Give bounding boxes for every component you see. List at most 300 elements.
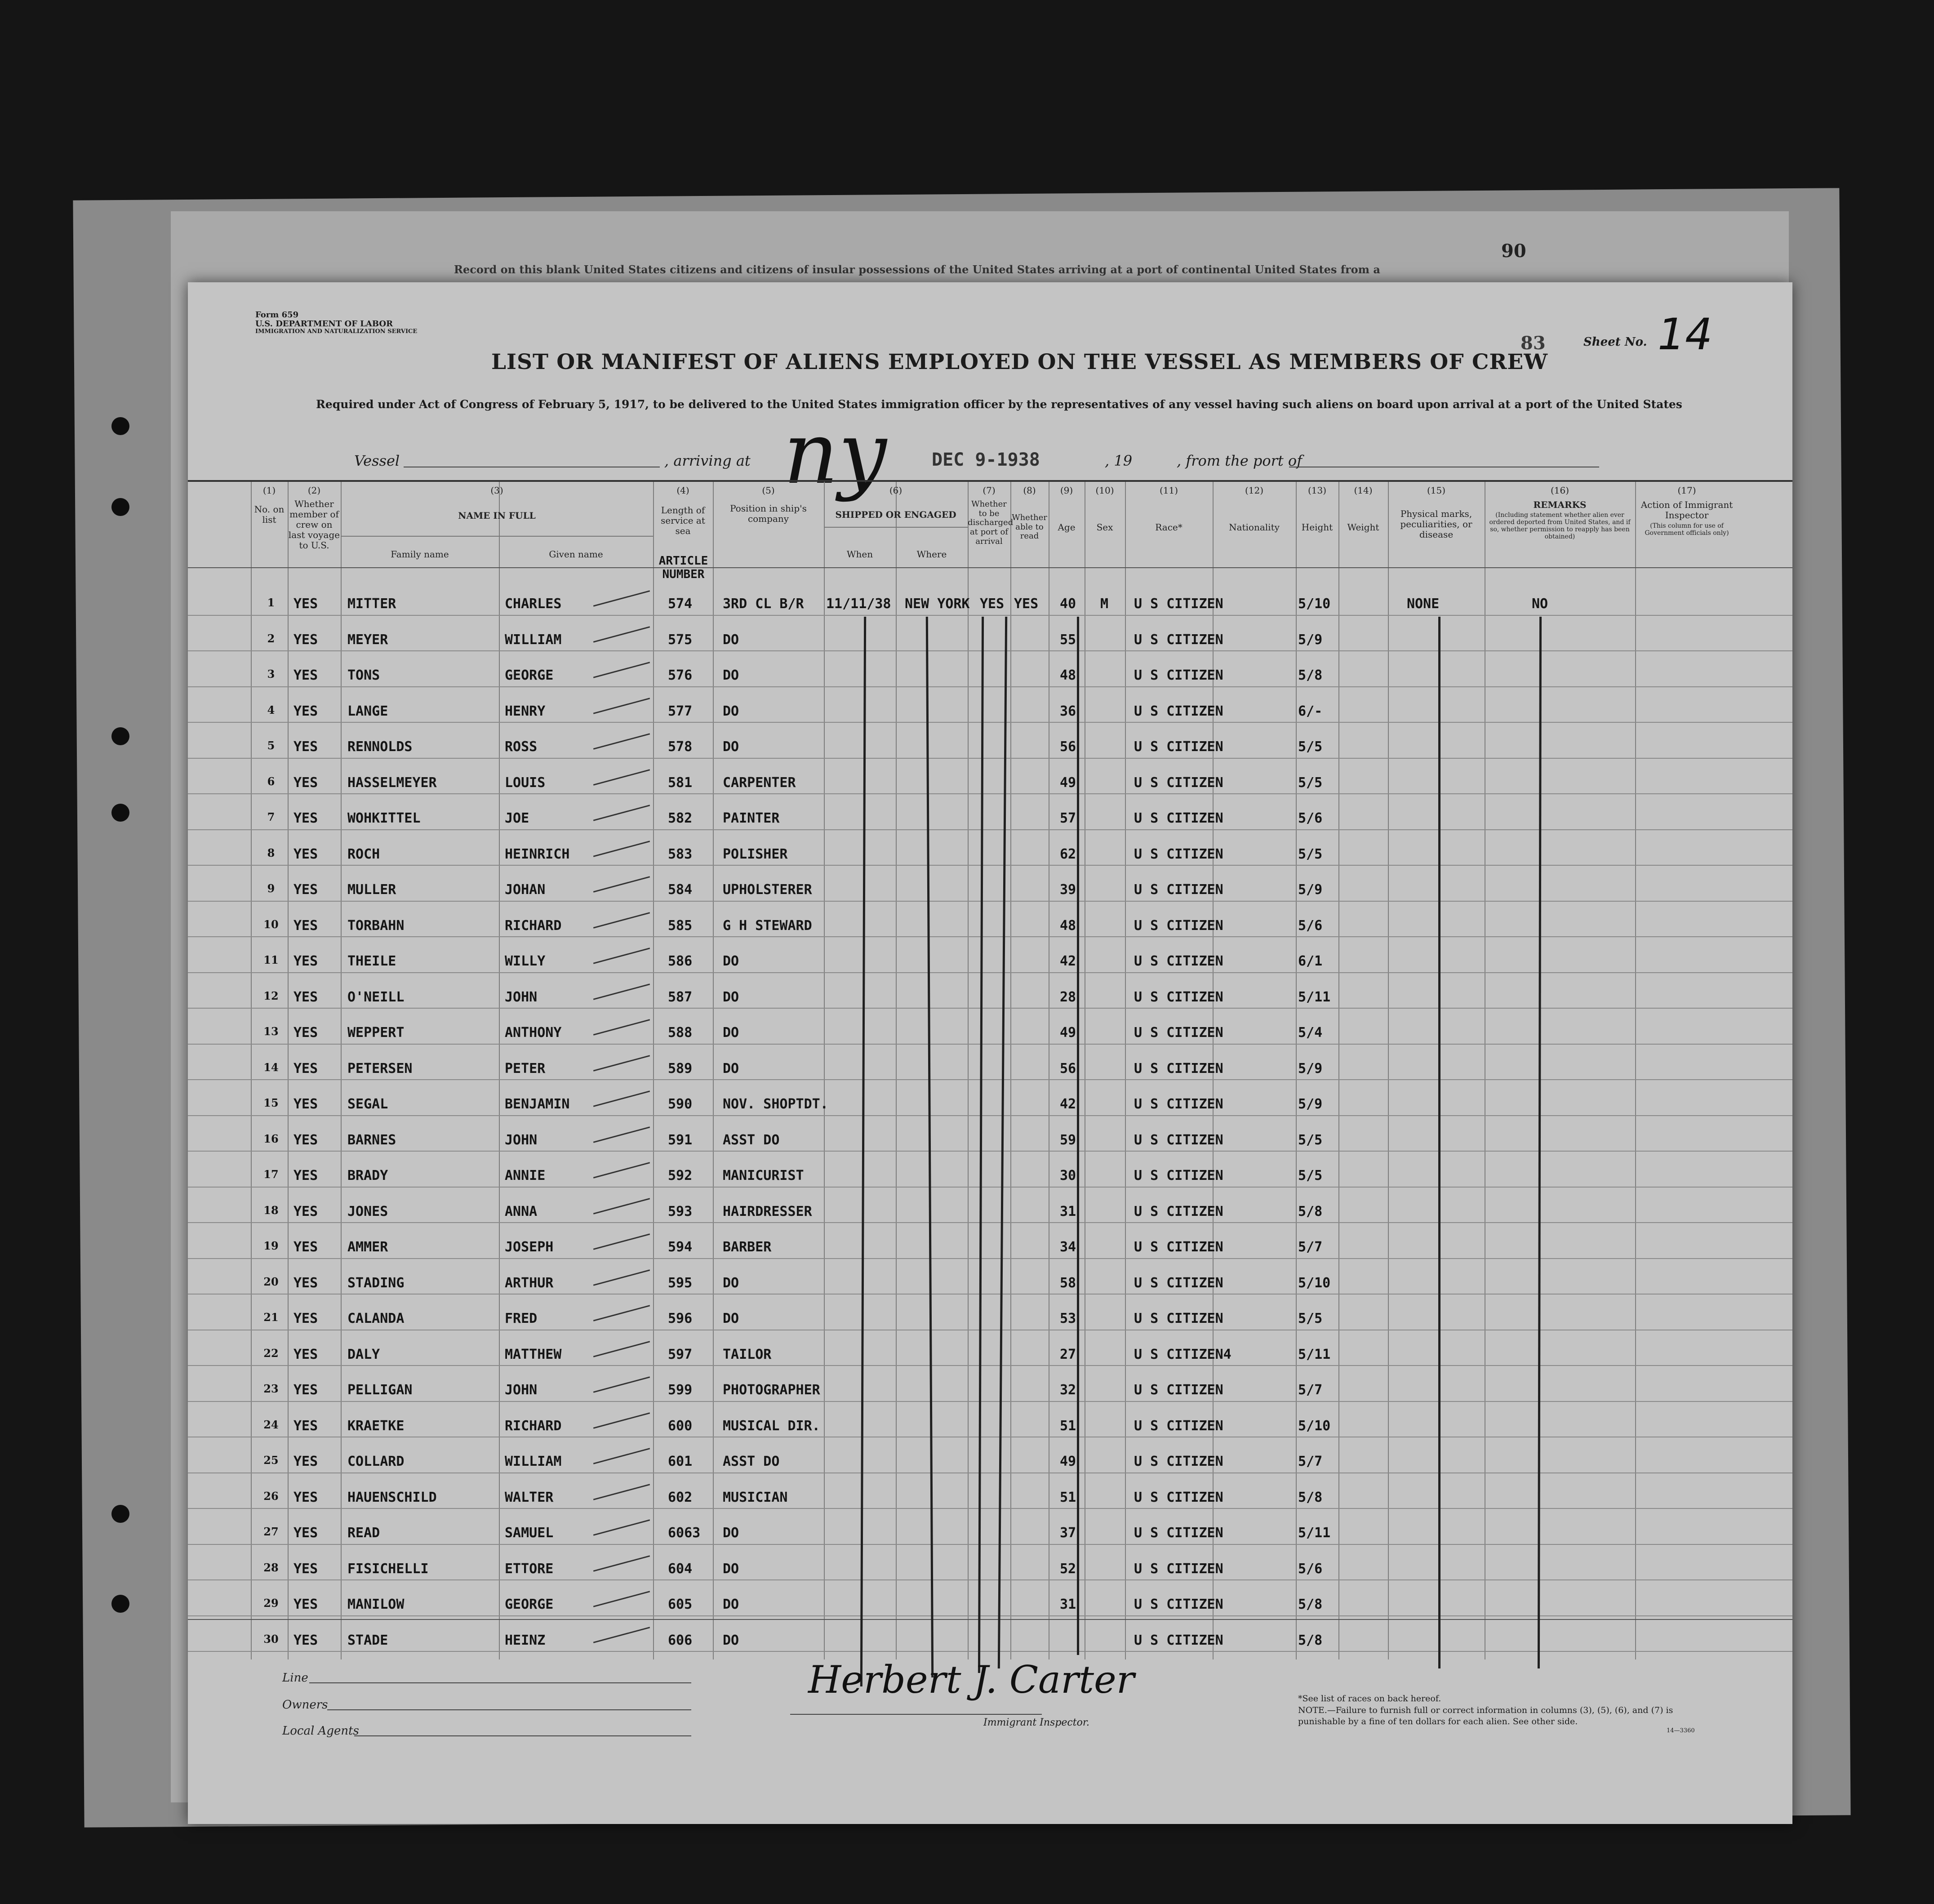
table-row <box>188 1223 1792 1259</box>
handwritten-tick <box>593 1198 650 1214</box>
row-number: 16 <box>263 1132 279 1145</box>
row-height: 5/6 <box>1298 917 1323 934</box>
inspector-signature: Herbert J. Carter <box>808 1658 1134 1702</box>
row-race: U S CITIZEN <box>1134 1168 1223 1183</box>
row-position: TAILOR <box>723 1346 772 1362</box>
row-family-name: TORBAHN <box>347 917 405 934</box>
col-num-4: (4) <box>676 485 689 496</box>
handwritten-tick <box>593 1233 650 1250</box>
row-number: 6 <box>267 774 275 788</box>
row-number: 12 <box>263 989 279 1002</box>
row-article-number: 597 <box>668 1346 693 1362</box>
header-length-service: Length of service at sea <box>661 505 705 536</box>
row-race: U S CITIZEN <box>1134 632 1223 648</box>
row-member: YES <box>293 596 318 612</box>
row-age: 32 <box>1060 1382 1076 1398</box>
row-family-name: RENNOLDS <box>347 739 413 755</box>
row-family-name: TONS <box>347 667 380 683</box>
row-given-name: ANNA <box>505 1203 538 1219</box>
row-number: 19 <box>263 1239 279 1252</box>
row-divider <box>188 1651 1792 1652</box>
col-num-16: (16) <box>1550 485 1569 496</box>
header-discharged: Whether to be discharged at port of arrival <box>968 499 1014 546</box>
row-family-name: STADING <box>347 1275 405 1291</box>
row-height: 5/5 <box>1298 846 1323 862</box>
row-height: 5/11 <box>1298 1346 1331 1362</box>
row-discharged: YES <box>980 596 1005 612</box>
table-row <box>188 1330 1792 1366</box>
header-name-in-full: NAME IN FULL <box>458 510 536 521</box>
row-article-number: 586 <box>668 953 693 969</box>
row-position: NOV. SHOPTDT. <box>723 1096 828 1112</box>
row-age: 49 <box>1060 1454 1076 1469</box>
row-member: YES <box>293 1025 318 1041</box>
header-age: Age <box>1058 522 1076 533</box>
row-position: G H STEWARD <box>723 917 812 934</box>
row-family-name: SEGAL <box>347 1096 388 1112</box>
col-num-10: (10) <box>1095 485 1114 496</box>
row-position: DO <box>723 1060 739 1077</box>
row-family-name: HASSELMEYER <box>347 774 437 791</box>
row-position: MUSICIAN <box>723 1489 788 1505</box>
row-race: U S CITIZEN <box>1134 1132 1223 1148</box>
row-height: 5/10 <box>1298 1275 1331 1291</box>
row-number: 22 <box>263 1346 279 1360</box>
row-race: U S CITIZEN <box>1134 1489 1223 1505</box>
row-family-name: READ <box>347 1525 380 1541</box>
row-position: DO <box>723 739 739 755</box>
row-position: CARPENTER <box>723 774 796 791</box>
col-num-9: (9) <box>1060 485 1073 496</box>
row-member: YES <box>293 953 318 969</box>
row-member: YES <box>293 1525 318 1541</box>
header-article-number: ARTICLE NUMBER <box>658 554 708 581</box>
row-race: U S CITIZEN <box>1134 1025 1223 1041</box>
row-member: YES <box>293 1060 318 1077</box>
row-height: 5/5 <box>1298 774 1323 791</box>
col-num-7: (7) <box>983 485 996 496</box>
table-row <box>188 1152 1792 1188</box>
row-given-name: BENJAMIN <box>505 1096 570 1112</box>
handwritten-tick <box>593 1376 650 1393</box>
row-physical: NONE <box>1407 596 1440 612</box>
row-member: YES <box>293 882 318 898</box>
row-family-name: BRADY <box>347 1168 388 1183</box>
row-member: YES <box>293 739 318 755</box>
row-position: DO <box>723 953 739 969</box>
row-given-name: ARTHUR <box>505 1275 554 1291</box>
row-race: U S CITIZEN4 <box>1134 1346 1232 1362</box>
row-age: 58 <box>1060 1275 1076 1291</box>
row-race: U S CITIZEN <box>1134 667 1223 683</box>
row-age: 28 <box>1060 989 1076 1005</box>
footer-note-races: *See list of races on back hereof. <box>1298 1694 1441 1704</box>
row-race: U S CITIZEN <box>1134 1203 1223 1219</box>
row-position: DO <box>723 1025 739 1041</box>
row-given-name: FRED <box>505 1311 538 1326</box>
row-height: 5/10 <box>1298 1418 1331 1434</box>
row-race: U S CITIZEN <box>1134 1454 1223 1469</box>
handwritten-tick <box>593 698 650 714</box>
header-given-name: Given name <box>549 549 603 560</box>
table-row <box>188 1509 1792 1545</box>
row-number: 25 <box>263 1454 279 1467</box>
row-age: 30 <box>1060 1168 1076 1183</box>
handwritten-tick <box>593 1126 650 1143</box>
row-height: 5/8 <box>1298 1632 1323 1648</box>
row-number: 11 <box>263 953 279 966</box>
row-family-name: BARNES <box>347 1132 396 1148</box>
row-member: YES <box>293 1168 318 1183</box>
row-number: 24 <box>263 1418 279 1431</box>
col-num-12: (12) <box>1245 485 1264 496</box>
row-article-number: 582 <box>668 810 693 826</box>
row-member: YES <box>293 667 318 683</box>
handwritten-tick <box>593 1555 650 1572</box>
table-row <box>188 1188 1792 1223</box>
row-member: YES <box>293 1382 318 1398</box>
row-family-name: COLLARD <box>347 1454 405 1469</box>
row-family-name: LANGE <box>347 703 388 719</box>
table-row <box>188 1402 1792 1438</box>
row-height: 5/5 <box>1298 1168 1323 1183</box>
row-race: U S CITIZEN <box>1134 1525 1223 1541</box>
row-family-name: WOHKITTEL <box>347 810 421 826</box>
behind-page-text: Record on this blank United States citizens and citizens of insular possessions of the United States arriving at a port of continental United States from a <box>454 263 1380 276</box>
row-member: YES <box>293 846 318 862</box>
row-article-number: 584 <box>668 882 693 898</box>
table-row <box>188 1580 1792 1616</box>
handwritten-tick <box>593 1305 650 1321</box>
row-age: 52 <box>1060 1561 1076 1577</box>
handwritten-tick <box>593 1627 650 1643</box>
owners-field[interactable] <box>327 1709 691 1710</box>
row-given-name: RICHARD <box>505 917 562 934</box>
row-position: DO <box>723 667 739 683</box>
row-number: 7 <box>267 810 275 823</box>
agents-field[interactable] <box>354 1735 691 1736</box>
owners-label: Owners <box>282 1698 328 1712</box>
row-article-number: 605 <box>668 1597 693 1612</box>
row-age: 56 <box>1060 1060 1076 1077</box>
col-num-14: (14) <box>1354 485 1373 496</box>
row-number: 18 <box>263 1203 279 1217</box>
row-article-number: 600 <box>668 1418 693 1434</box>
table-row <box>188 1545 1792 1581</box>
table-row <box>188 759 1792 795</box>
row-number: 1 <box>267 596 275 609</box>
punch-hole <box>111 727 129 745</box>
row-given-name: CHARLES <box>505 596 562 612</box>
handwritten-tick <box>593 1019 650 1036</box>
row-age: 51 <box>1060 1489 1076 1505</box>
row-position: DO <box>723 632 739 648</box>
row-race: U S CITIZEN <box>1134 1311 1223 1326</box>
punch-hole <box>111 498 129 516</box>
row-height: 6/- <box>1298 703 1323 719</box>
table-row <box>188 580 1792 616</box>
row-race: U S CITIZEN <box>1134 989 1223 1005</box>
col-num-11: (11) <box>1159 485 1178 496</box>
row-height: 5/7 <box>1298 1382 1323 1398</box>
header-sex: Sex <box>1096 522 1113 533</box>
row-family-name: PELLIGAN <box>347 1382 413 1398</box>
row-member: YES <box>293 1489 318 1505</box>
handwritten-tick <box>593 1055 650 1072</box>
row-race: U S CITIZEN <box>1134 1096 1223 1112</box>
row-article-number: 588 <box>668 1025 693 1041</box>
row-height: 5/7 <box>1298 1454 1323 1469</box>
row-given-name: GEORGE <box>505 1597 554 1612</box>
table-row <box>188 723 1792 759</box>
row-family-name: AMMER <box>347 1239 388 1255</box>
handwritten-tick <box>593 662 650 678</box>
col-num-15: (15) <box>1427 485 1446 496</box>
row-number: 28 <box>263 1561 279 1574</box>
col-num-13: (13) <box>1307 485 1327 496</box>
line-label: Line <box>282 1671 308 1685</box>
row-member: YES <box>293 632 318 648</box>
row-member: YES <box>293 1346 318 1362</box>
row-able-read: YES <box>1014 596 1039 612</box>
row-article-number: 604 <box>668 1561 693 1577</box>
row-race: U S CITIZEN <box>1134 774 1223 791</box>
row-position: 3RD CL B/R <box>723 596 804 612</box>
table-row <box>188 1080 1792 1116</box>
col-num-2: (2) <box>307 485 321 496</box>
row-family-name: WEPPERT <box>347 1025 405 1041</box>
col-num-1: (1) <box>262 485 276 496</box>
handwritten-tick <box>593 769 650 786</box>
row-number: 27 <box>263 1525 279 1538</box>
handwritten-tick <box>593 1090 650 1107</box>
row-height: 5/8 <box>1298 1489 1323 1505</box>
header-race: Race* <box>1155 522 1183 533</box>
row-family-name: STADE <box>347 1632 388 1648</box>
row-article-number: 599 <box>668 1382 693 1398</box>
handwritten-tick <box>593 841 650 857</box>
row-given-name: LOUIS <box>505 774 546 791</box>
row-race: U S CITIZEN <box>1134 1418 1223 1434</box>
row-family-name: FISICHELLI <box>347 1561 429 1577</box>
row-when-shipped: 11/11/38 <box>826 596 891 612</box>
from-port-label: , from the port of <box>1177 452 1303 469</box>
row-number: 20 <box>263 1275 279 1288</box>
row-race: U S CITIZEN <box>1134 739 1223 755</box>
row-family-name: MANILOW <box>347 1597 405 1612</box>
row-age: 34 <box>1060 1239 1076 1255</box>
handwritten-tick <box>593 912 650 929</box>
row-height: 5/8 <box>1298 1597 1323 1612</box>
table-row <box>188 1295 1792 1330</box>
row-position: POLISHER <box>723 846 788 862</box>
row-member: YES <box>293 703 318 719</box>
col-num-17: (17) <box>1677 485 1696 496</box>
punch-hole <box>111 804 129 822</box>
row-age: 27 <box>1060 1346 1076 1362</box>
row-member: YES <box>293 1632 318 1648</box>
row-article-number: 585 <box>668 917 693 934</box>
arrival-date-stamp: DEC 9-1938 <box>932 449 1040 470</box>
footer-form-code: 14—3360 <box>1667 1727 1695 1734</box>
line-field[interactable] <box>309 1682 691 1683</box>
row-family-name: CALANDA <box>347 1311 405 1326</box>
row-article-number: 575 <box>668 632 693 648</box>
table-row <box>188 973 1792 1009</box>
table-row <box>188 866 1792 902</box>
row-age: 51 <box>1060 1418 1076 1434</box>
header-no-on-list: No. on list <box>254 504 285 525</box>
row-number: 26 <box>263 1489 279 1503</box>
header-when: When <box>846 549 873 560</box>
row-position: MANICURIST <box>723 1168 804 1183</box>
row-age: 48 <box>1060 917 1076 934</box>
row-height: 5/6 <box>1298 1561 1323 1577</box>
row-age: 42 <box>1060 953 1076 969</box>
crew-table <box>188 480 1792 1659</box>
row-given-name: ANNIE <box>505 1168 546 1183</box>
row-position: HAIRDRESSER <box>723 1203 812 1219</box>
row-article-number: 593 <box>668 1203 693 1219</box>
row-number: 21 <box>263 1311 279 1324</box>
row-age: 37 <box>1060 1525 1076 1541</box>
header-position: Position in ship's company <box>730 503 807 524</box>
page-title: LIST OR MANIFEST OF ALIENS EMPLOYED ON THE VESSEL AS MEMBERS OF CREW <box>491 350 1548 374</box>
row-position: DO <box>723 989 739 1005</box>
row-position: DO <box>723 1275 739 1291</box>
header-remarks: REMARKS <box>1533 499 1587 510</box>
row-family-name: HAUENSCHILD <box>347 1489 437 1505</box>
row-race: U S CITIZEN <box>1134 1597 1223 1612</box>
row-article-number: 574 <box>668 596 693 612</box>
department-name: U.S. DEPARTMENT OF LABOR <box>255 319 393 329</box>
punch-hole <box>111 1505 129 1523</box>
row-number: 15 <box>263 1096 279 1109</box>
row-given-name: HENRY <box>505 703 546 719</box>
crew-rows <box>188 580 1792 1648</box>
row-race: U S CITIZEN <box>1134 1382 1223 1398</box>
row-race: U S CITIZEN <box>1134 596 1223 612</box>
row-given-name: RICHARD <box>505 1418 562 1434</box>
row-member: YES <box>293 1561 318 1577</box>
row-number: 13 <box>263 1025 279 1038</box>
row-article-number: 576 <box>668 667 693 683</box>
row-article-number: 602 <box>668 1489 693 1505</box>
row-position: DO <box>723 1597 739 1612</box>
row-member: YES <box>293 1418 318 1434</box>
row-family-name: JONES <box>347 1203 388 1219</box>
row-article-number: 583 <box>668 846 693 862</box>
row-article-number: 591 <box>668 1132 693 1148</box>
row-race: U S CITIZEN <box>1134 1239 1223 1255</box>
punch-hole <box>111 1595 129 1613</box>
handwritten-tick <box>593 1341 650 1357</box>
row-article-number: 589 <box>668 1060 693 1077</box>
handwritten-tick <box>593 1484 650 1500</box>
row-race: U S CITIZEN <box>1134 1275 1223 1291</box>
row-height: 6/1 <box>1298 953 1323 969</box>
row-age: 55 <box>1060 632 1076 648</box>
col-num-5: (5) <box>762 485 775 496</box>
row-given-name: WILLY <box>505 953 546 969</box>
row-height: 5/11 <box>1298 1525 1331 1541</box>
handwritten-tick <box>593 948 650 964</box>
row-number: 3 <box>267 667 275 681</box>
behind-page-number: 90 <box>1501 240 1526 262</box>
page-subtitle: Required under Act of Congress of February 5, 1917, to be delivered to the United States immigration officer by the representatives of any vessel having such aliens on board upon arrival at a port of the United States <box>316 398 1682 411</box>
table-row <box>188 1045 1792 1081</box>
table-row <box>188 830 1792 866</box>
row-position: DO <box>723 1632 739 1648</box>
row-age: 49 <box>1060 1025 1076 1041</box>
row-position: PHOTOGRAPHER <box>723 1382 820 1398</box>
arriving-label: , arriving at <box>664 452 751 469</box>
vessel-label: Vessel <box>354 452 400 469</box>
handwritten-tick <box>593 590 650 607</box>
service-name: IMMIGRATION AND NATURALIZATION SERVICE <box>255 328 418 335</box>
row-member: YES <box>293 1096 318 1112</box>
row-number: 14 <box>263 1060 279 1074</box>
row-race: U S CITIZEN <box>1134 1060 1223 1077</box>
row-number: 5 <box>267 739 275 752</box>
row-height: 5/7 <box>1298 1239 1323 1255</box>
row-member: YES <box>293 1454 318 1469</box>
row-position: DO <box>723 1525 739 1541</box>
row-height: 5/9 <box>1298 1060 1323 1077</box>
row-age: 62 <box>1060 846 1076 862</box>
punch-hole <box>111 417 129 435</box>
row-race: U S CITIZEN <box>1134 1561 1223 1577</box>
row-article-number: 590 <box>668 1096 693 1112</box>
table-row <box>188 937 1792 973</box>
row-member: YES <box>293 810 318 826</box>
row-given-name: WILLIAM <box>505 1454 562 1469</box>
row-age: 31 <box>1060 1203 1076 1219</box>
header-action: Action of Immigrant Inspector <box>1641 499 1733 520</box>
inspector-label: Immigrant Inspector. <box>983 1717 1089 1728</box>
row-position: DO <box>723 703 739 719</box>
table-row <box>188 1437 1792 1473</box>
row-article-number: 594 <box>668 1239 693 1255</box>
agents-label: Local Agents <box>282 1724 359 1738</box>
table-row <box>188 1116 1792 1152</box>
row-family-name: MEYER <box>347 632 388 648</box>
row-height: 5/6 <box>1298 810 1323 826</box>
row-race: U S CITIZEN <box>1134 1632 1223 1648</box>
table-row <box>188 794 1792 830</box>
row-member: YES <box>293 1275 318 1291</box>
row-race: U S CITIZEN <box>1134 953 1223 969</box>
sheet-label: Sheet No. <box>1583 335 1647 349</box>
row-family-name: THEILE <box>347 953 396 969</box>
row-given-name: ANTHONY <box>505 1025 562 1041</box>
col-num-6: (6) <box>889 485 903 496</box>
handwritten-tick <box>593 1519 650 1536</box>
row-article-number: 587 <box>668 989 693 1005</box>
row-height: 5/9 <box>1298 1096 1323 1112</box>
row-given-name: SAMUEL <box>505 1525 554 1541</box>
row-member: YES <box>293 1239 318 1255</box>
row-given-name: JOHN <box>505 989 538 1005</box>
row-given-name: HEINZ <box>505 1632 546 1648</box>
row-given-name: GEORGE <box>505 667 554 683</box>
row-article-number: 581 <box>668 774 693 791</box>
row-member: YES <box>293 1203 318 1219</box>
row-family-name: ROCH <box>347 846 380 862</box>
table-row <box>188 651 1792 687</box>
row-age: 39 <box>1060 882 1076 898</box>
handwritten-tick <box>593 626 650 643</box>
